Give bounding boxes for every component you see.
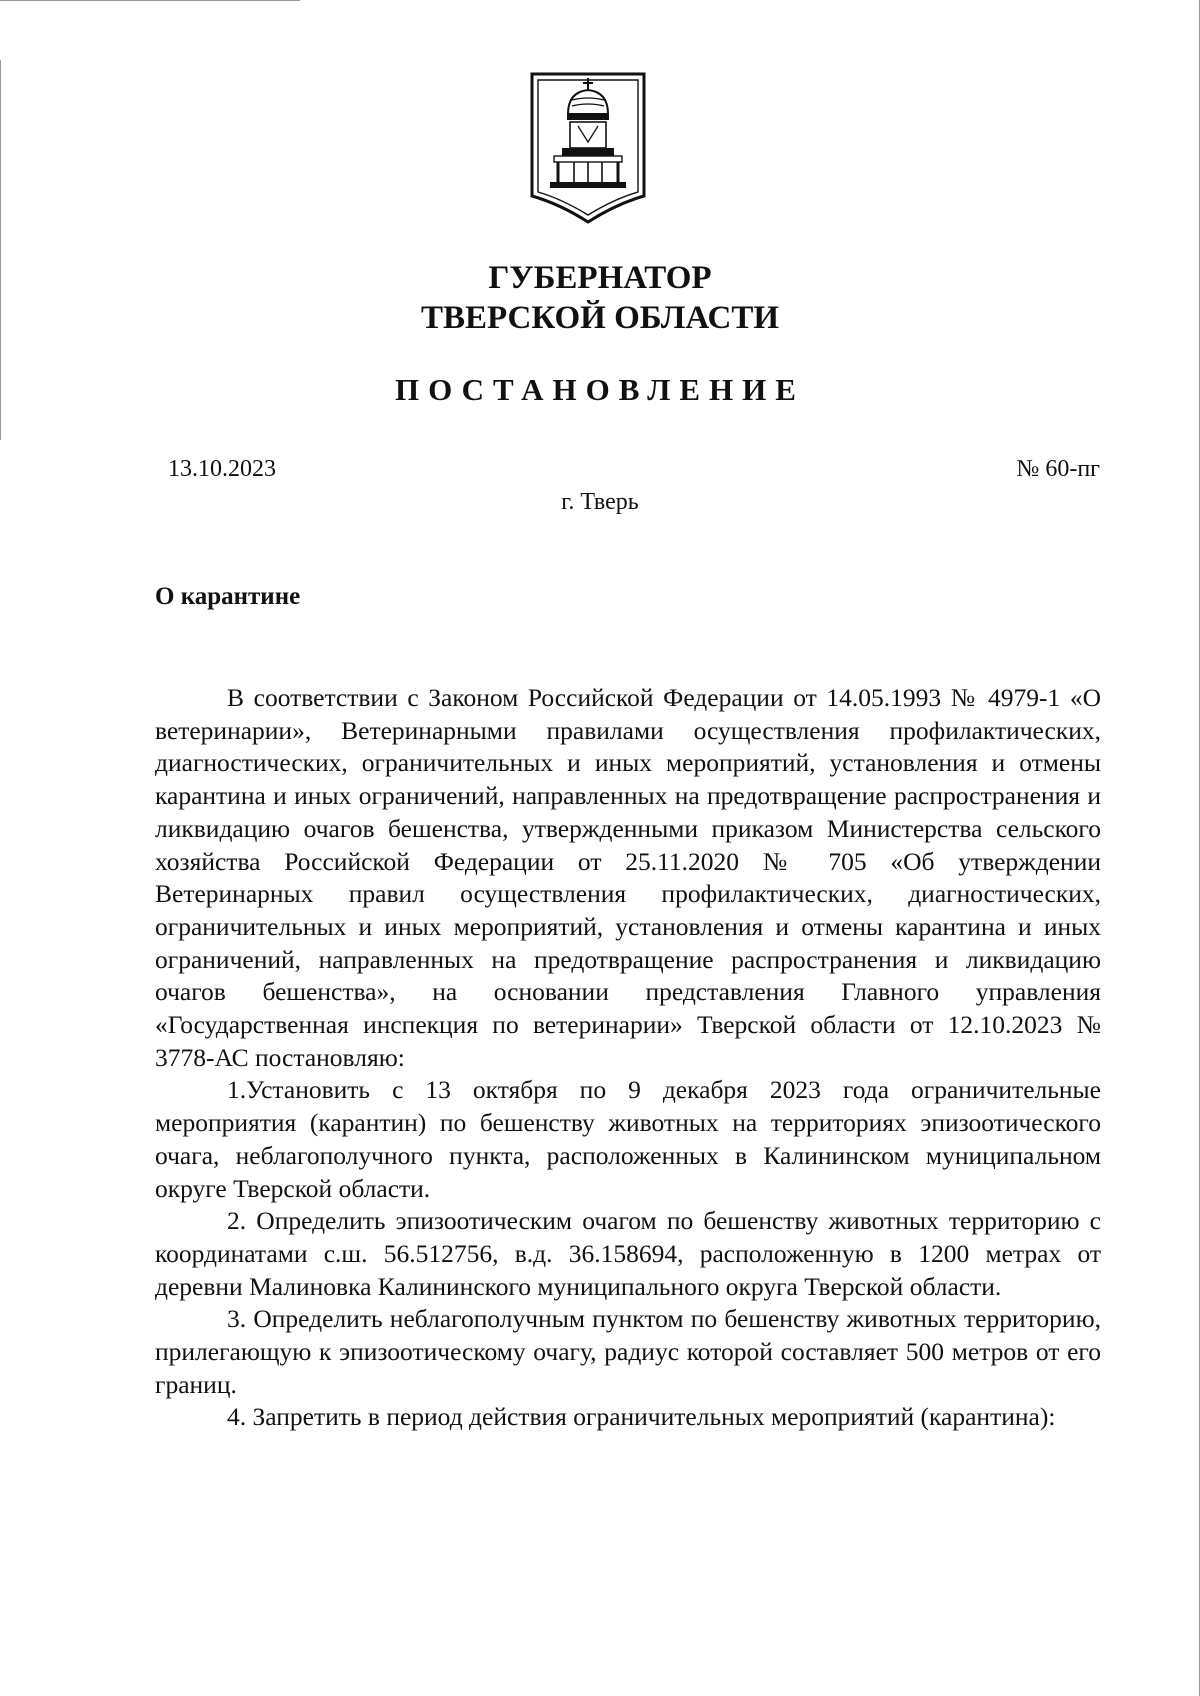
- document-number: № 60-пг: [1016, 456, 1100, 482]
- document-body: [155, 682, 1101, 1434]
- decree-item-4: 4. Запретить в период действия ограничительных мероприятий (карантина):: [227, 1402, 1056, 1432]
- decree-item-3: 3. Определить неблагополучным пунктом по бешенству животных территорию, прилегающую к эпизоотическому очагу, радиус которой составляет 500 метров от его границ.: [155, 1304, 1101, 1399]
- document-city: г. Тверь: [561, 489, 639, 515]
- authority-title-line2: ТВЕРСКОЙ ОБЛАСТИ: [420, 300, 780, 336]
- document-type-title: ПОСТАНОВЛЕНИЕ: [395, 372, 805, 407]
- decree-item-1: 1.Установить с 13 октября по 9 декабря 2023 года ограничительные мероприятия (карантин) по бешенству животных на территориях эпизоотического очага, неблагополучного пункта, расположенных в Калининском муниципальном округе Тверской области.: [155, 1075, 1101, 1203]
- document-date: 13.10.2023: [168, 456, 276, 482]
- authority-title-line1: ГУБЕРНАТОР: [488, 260, 712, 296]
- preamble-paragraph: В соответствии с Законом Российской Федерации от 14.05.1993 № 4979-1 «О ветеринарии», Ветеринарными правилами осуществления профилактических, диагностических, ограничительных и иных мероприятий, установления и отмены карантина и иных ограничений, направленных на предотвращение распространения и ликвидацию очагов бешенства, утвержденными приказом Министерства сельского хозяйства Российской Федерации от 25.11.2020 № 705 «Об утверждении Ветеринарных правил осуществления профилактических, диагностических, ограничительных и иных мероприятий, установления и отмены карантина и иных ограничений, направленных на предотвращение распространения и ликвидацию очагов бешенства», на основании представления Главного управления «Государственная инспекция по ветеринарии» Тверской области от 12.10.2023 № 3778-АС постановляю:: [155, 683, 1101, 1072]
- scan-edge-top: [0, 0, 300, 1]
- coat-of-arms-icon: [526, 70, 650, 226]
- decree-item-2: 2. Определить эпизоотическим очагом по бешенству животных территорию с координатами с.ш. 56.512756, в.д. 36.158694, расположенную в 1200 метрах от деревни Малиновка Калининского муниципального округа Тверской области.: [155, 1206, 1101, 1301]
- document-subject: О карантине: [155, 583, 301, 610]
